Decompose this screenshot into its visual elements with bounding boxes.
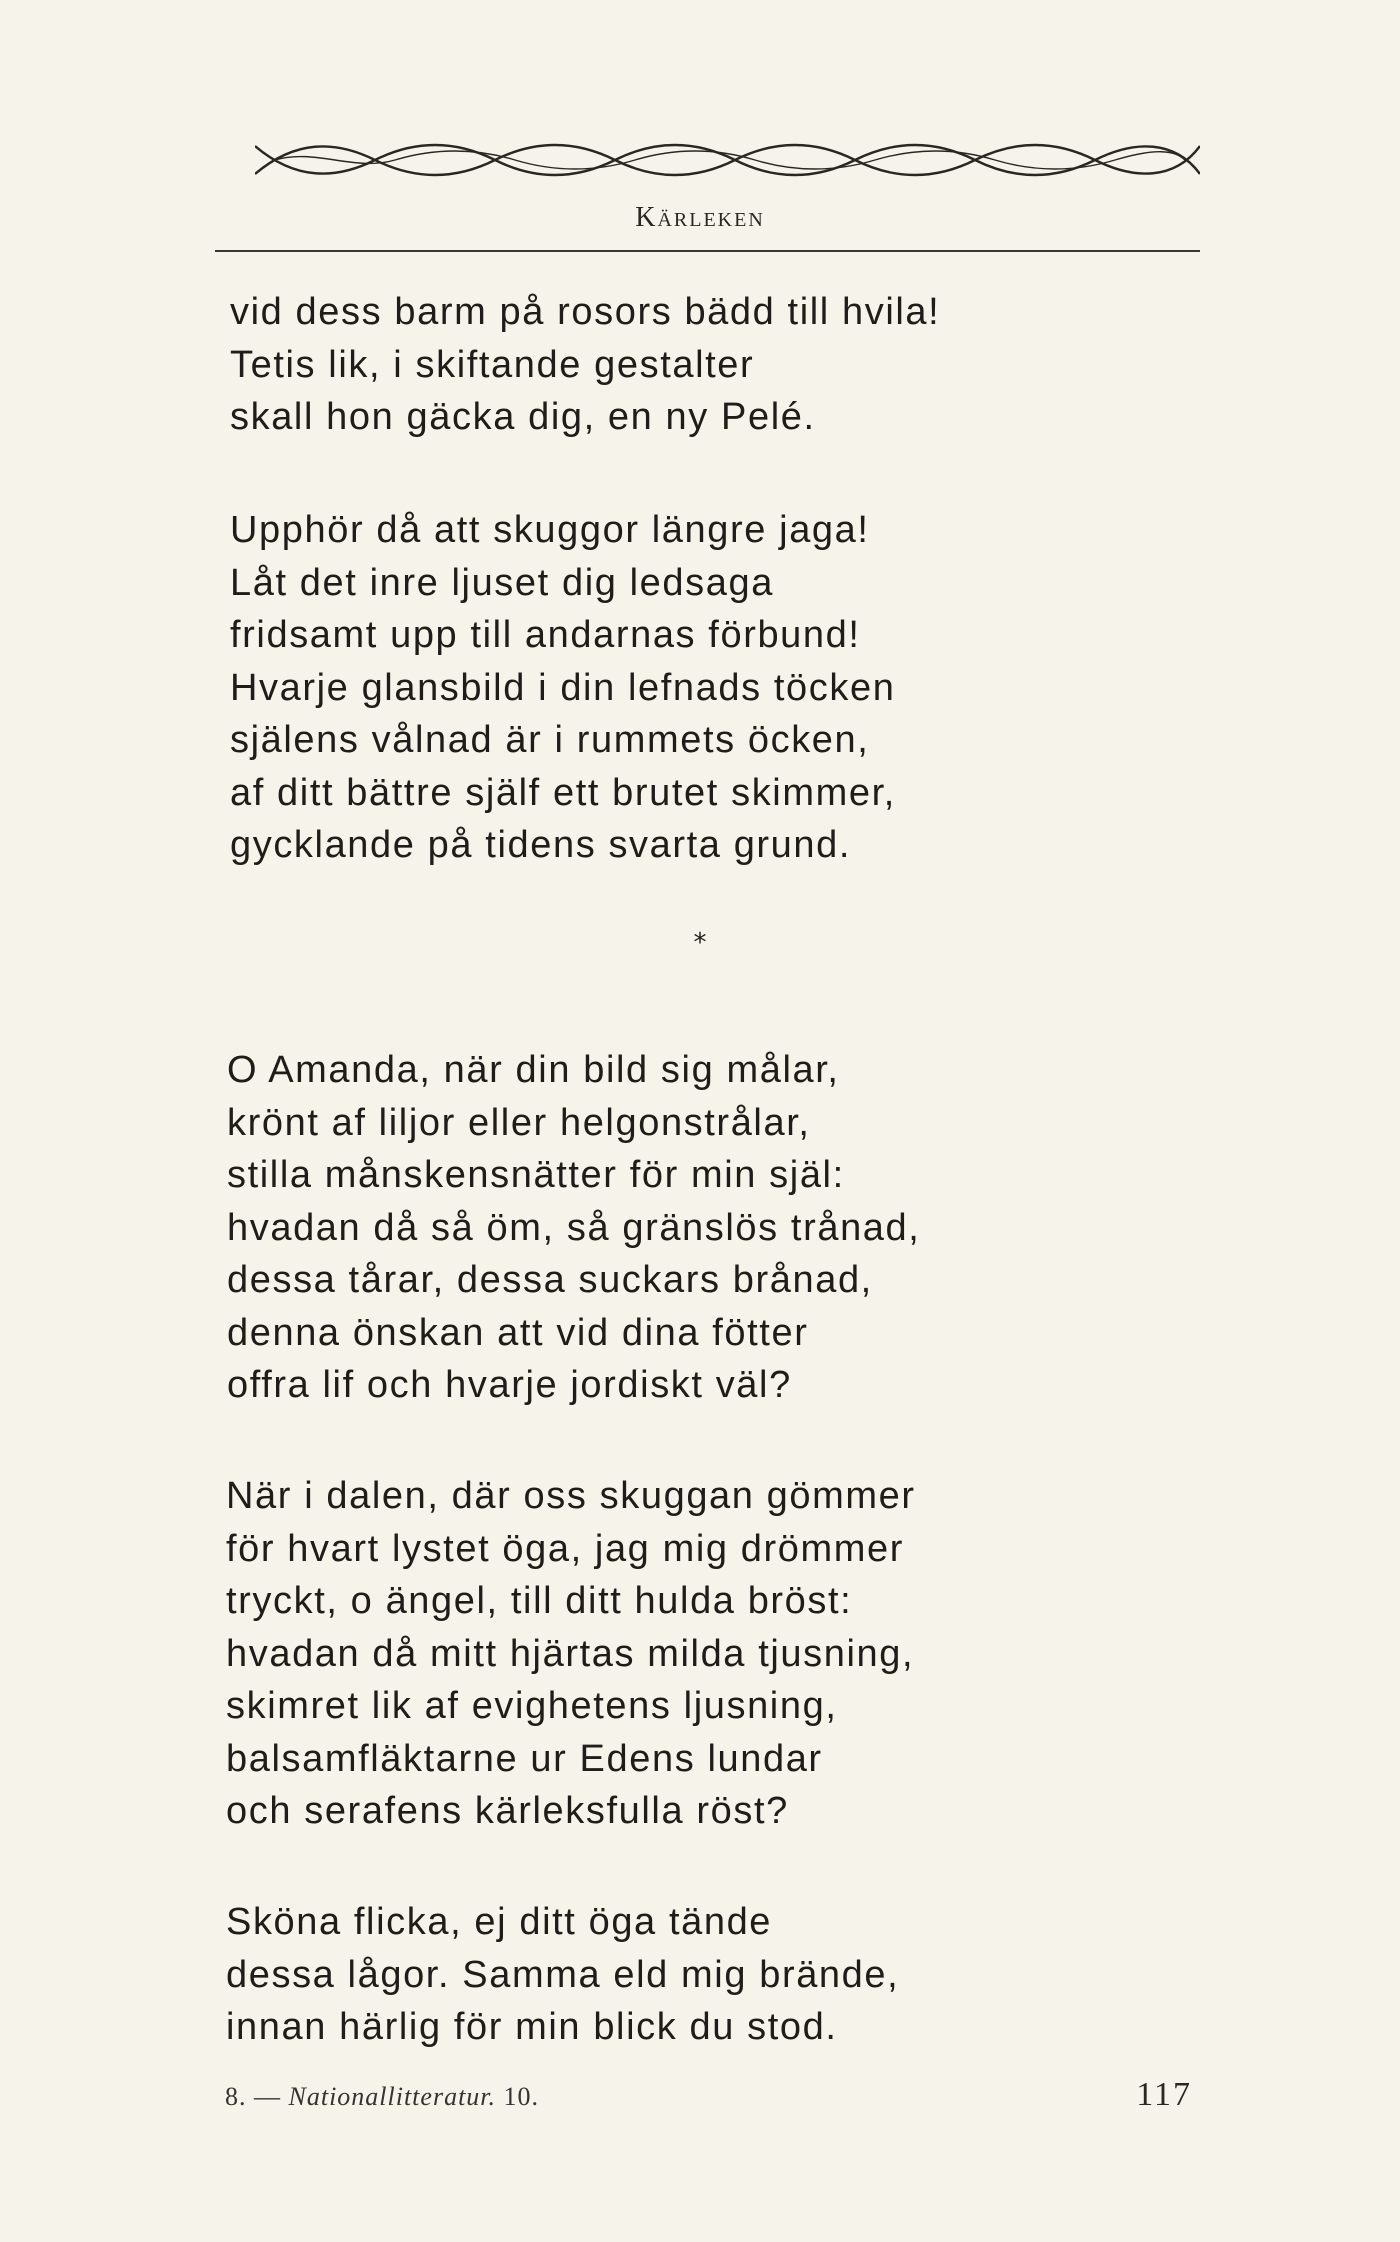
poem-line: denna önskan att vid dina fötter (227, 1311, 809, 1354)
poem-stanza-5 (226, 1896, 1326, 2054)
poem-line: gycklande på tidens svarta grund. (230, 824, 852, 866)
poem-line: innan härlig för min blick du stod. (226, 2006, 838, 2048)
poem-line: tryckt, o ängel, till ditt hulda bröst: (226, 1580, 853, 1622)
poem-line: dessa lågor. Samma eld mig brände, (226, 1953, 900, 1996)
decorative-header-ornament (255, 140, 1200, 180)
ornament-strand-inner (275, 151, 1185, 169)
poem-line: Låt det inre ljuset dig ledsaga (230, 561, 774, 604)
poem-line: skall hon gäcka dig, en ny Pelé. (230, 396, 816, 438)
poem-line: stilla månskensnätter för min själ: (227, 1154, 845, 1196)
poem-stanza-1 (230, 286, 1330, 444)
signature-volume: 10. (503, 2082, 540, 2111)
poem-line: dessa tårar, dessa suckars brånad, (227, 1259, 873, 1301)
poem-line: offra lif och hvarje jordiskt väl? (227, 1364, 792, 1406)
poem-stanza-4 (226, 1470, 1326, 1838)
poem-line: O Amanda, när din bild sig målar, (227, 1049, 840, 1091)
poem-line: fridsamt upp till andarnas förbund! (230, 614, 861, 656)
poem-line: Hvarje glansbild i din lefnads töcken (230, 666, 896, 709)
poem-line: hvadan då mitt hjärtas milda tjusning, (226, 1632, 915, 1675)
signature-dash: — (254, 2082, 281, 2111)
poem-line: vid dess barm på rosors bädd till hvila! (230, 291, 941, 333)
poem-stanza-2 (230, 504, 1330, 872)
signature-series-title: Nationallitteratur. (288, 2082, 497, 2111)
poem-line: af ditt bättre själf ett brutet skimmer, (230, 771, 896, 814)
poem-stanza-3 (227, 1044, 1327, 1412)
signature-number: 8. (225, 2082, 247, 2111)
poem-line: skimret lik af evighetens ljusning, (226, 1685, 838, 1727)
section-separator-asterisk: * (693, 928, 707, 958)
header-rule (215, 250, 1200, 252)
poem-line: krönt af liljor eller helgonstrålar, (227, 1101, 811, 1144)
running-head-title: Kärleken (635, 202, 765, 233)
poem-line: När i dalen, där oss skuggan gömmer (226, 1475, 916, 1517)
poem-line: Tetis lik, i skiftande gestalter (230, 343, 755, 386)
poem-line: och serafens kärleksfulla röst? (226, 1790, 789, 1832)
poem-line: för hvart lystet öga, jag mig drömmer (226, 1527, 904, 1570)
poem-line: Upphör då att skuggor längre jaga! (230, 509, 870, 551)
printer-signature-mark (225, 2082, 539, 2112)
poem-line: balsamfläktarne ur Edens lundar (226, 1737, 823, 1780)
page-number: 117 (1136, 2076, 1192, 2113)
poem-line: hvadan då så öm, så gränslös trånad, (227, 1206, 921, 1249)
poem-line: själens vålnad är i rummets öcken, (230, 719, 870, 761)
poem-line: Sköna flicka, ej ditt öga tände (226, 1901, 773, 1943)
